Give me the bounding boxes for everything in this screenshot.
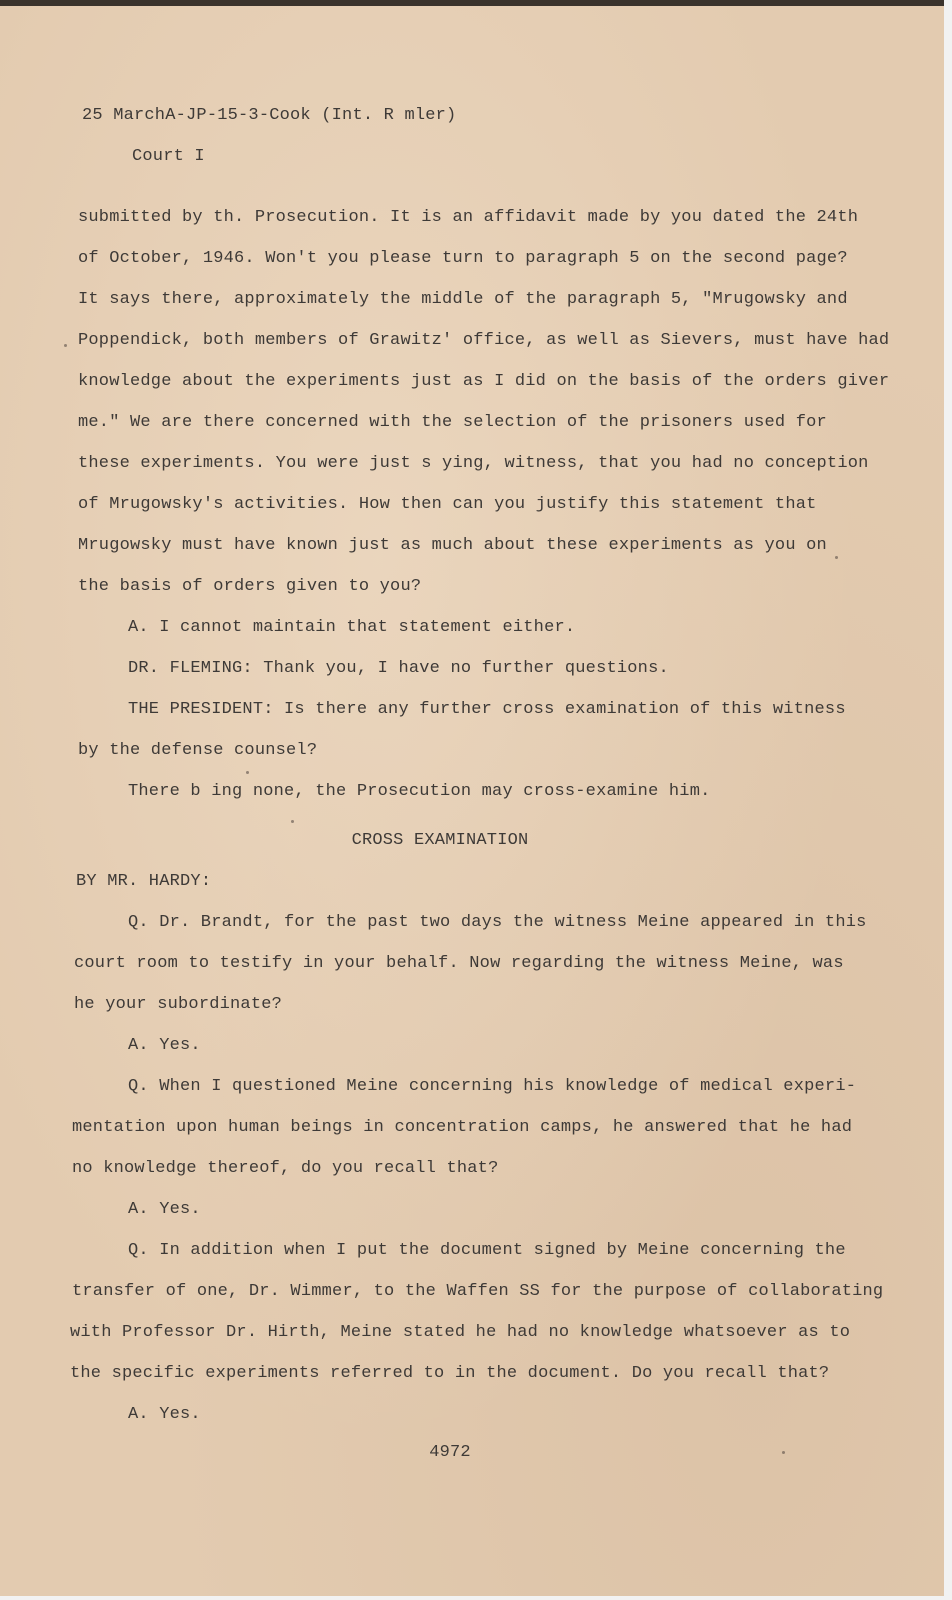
examiner-label: BY MR. HARDY: <box>76 872 212 891</box>
court-label: Court I <box>132 147 205 166</box>
text-line: court room to testify in your behalf. Now regarding the witness Meine, was <box>74 954 844 973</box>
paper-speck <box>246 771 249 774</box>
text-line: submitted by th. Prosecution. It is an affidavit made by you dated the 24th <box>78 208 859 227</box>
text-line: the specific experiments referred to in the document. Do you recall that? <box>70 1364 830 1383</box>
text-line: transfer of one, Dr. Wimmer, to the Waffen SS for the purpose of collaborating <box>72 1282 884 1301</box>
text-line: Poppendick, both members of Grawitz' office, as well as Sievers, must have had <box>78 331 890 350</box>
text-line: these experiments. You were just s ying, witness, that you had no conception <box>78 454 869 473</box>
text-line: the basis of orders given to you? <box>78 577 422 596</box>
paper-speck <box>782 1451 785 1454</box>
paper-speck <box>835 556 838 559</box>
text-line: mentation upon human beings in concentration camps, he answered that he had <box>72 1118 853 1137</box>
text-line: me." We are there concerned with the selection of the prisoners used for <box>78 413 827 432</box>
question-line: Q. In addition when I put the document signed by Meine concerning the <box>128 1241 846 1260</box>
text-line: he your subordinate? <box>74 995 283 1014</box>
answer-line: A. Yes. <box>128 1405 201 1424</box>
question-line: Q. Dr. Brandt, for the past two days the witness Meine appeared in this <box>128 913 867 932</box>
section-title: CROSS EXAMINATION <box>351 831 529 850</box>
text-line: of October, 1946. Won't you please turn to paragraph 5 on the second page? <box>78 249 848 268</box>
president-statement: THE PRESIDENT: Is there any further cross examination of this witness <box>128 700 846 719</box>
answer-line: A. Yes. <box>128 1200 201 1219</box>
paper-speck <box>291 820 294 823</box>
text-line: knowledge about the experiments just as I did on the basis of the orders giver <box>78 372 890 391</box>
text-line: no knowledge thereof, do you recall that? <box>72 1159 499 1178</box>
fleming-statement: DR. FLEMING: Thank you, I have no further questions. <box>128 659 669 678</box>
answer-line: A. Yes. <box>128 1036 201 1055</box>
text-line: It says there, approximately the middle of the paragraph 5, "Mrugowsky and <box>78 290 848 309</box>
text-line: with Professor Dr. Hirth, Meine stated he had no knowledge whatsoever as to <box>70 1323 851 1342</box>
text-line: There b ing none, the Prosecution may cross-examine him. <box>128 782 711 801</box>
text-line: of Mrugowsky's activities. How then can you justify this statement that <box>78 495 817 514</box>
answer-line: A. I cannot maintain that statement either. <box>128 618 576 637</box>
text-line: Mrugowsky must have known just as much about these experiments as you on <box>78 536 827 555</box>
paper-speck <box>64 344 67 347</box>
session-header: 25 MarchA-JP-15-3-Cook (Int. R mler) <box>82 106 457 125</box>
question-line: Q. When I questioned Meine concerning his knowledge of medical experi- <box>128 1077 857 1096</box>
page-number: 4972 <box>429 1443 471 1462</box>
text-line: by the defense counsel? <box>78 741 318 760</box>
